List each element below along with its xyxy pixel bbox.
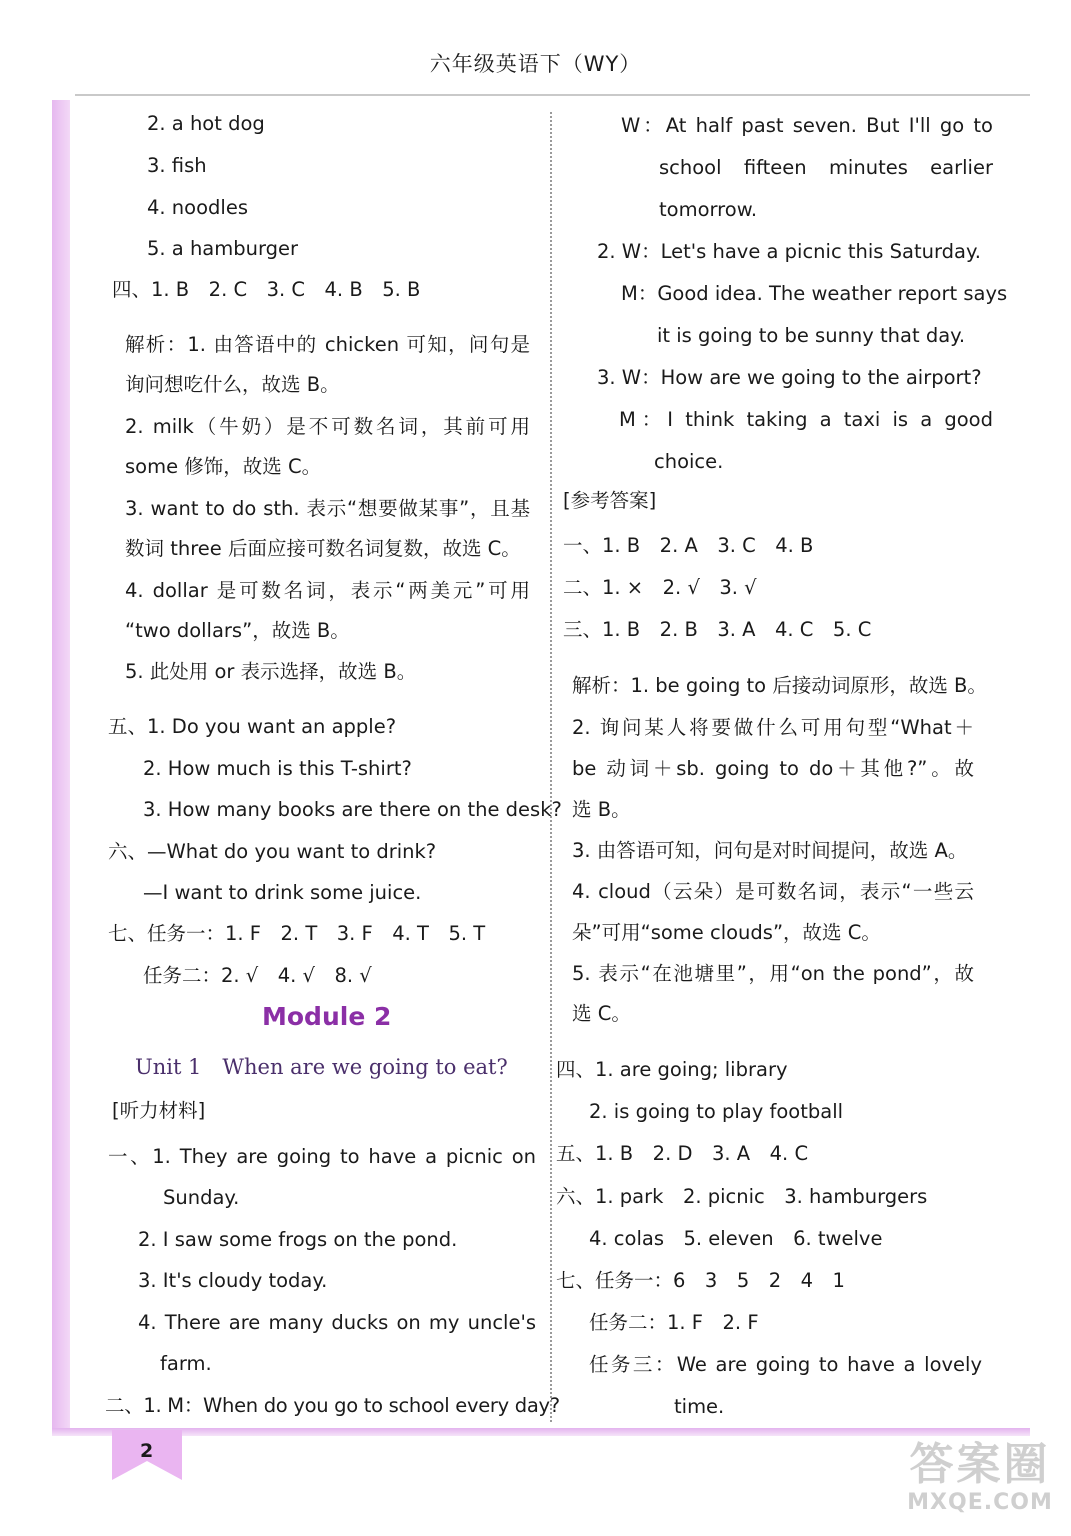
header-rule: [75, 94, 1030, 96]
text-line: 5. 此处用 or 表示选择，故选 B。: [125, 660, 417, 683]
text-line: 解析：1. 由答语中的 chicken 可知，问句是: [125, 333, 530, 356]
unit-heading: Unit 1 When are we going to eat?: [135, 1055, 508, 1079]
site-watermark: [895, 1440, 1065, 1532]
text-line: 一、1. They are going to have a picnic on: [108, 1145, 536, 1168]
text-line: time.: [674, 1395, 725, 1418]
text-line: 3. W：How are we going to the airport?: [597, 366, 982, 389]
bottom-rule: [52, 1428, 1030, 1436]
text-line: W：At half past seven. But I'll go to: [621, 114, 993, 137]
text-line: 任务二：2. √ 4. √ 8. √: [143, 964, 372, 987]
text-line: 3. It's cloudy today.: [138, 1269, 328, 1292]
text-line: 解析：1. be going to 后接动词原形，故选 B。: [572, 674, 987, 697]
text-line: 4. dollar 是可数名词，表示“两美元”可用: [125, 579, 530, 602]
watermark-logo-text: 答案圈: [909, 1439, 1051, 1490]
text-line: tomorrow.: [659, 198, 758, 221]
text-line: 四、1. B 2. C 3. C 4. B 5. B: [112, 278, 421, 301]
text-line: 七、任务一：6 3 5 2 4 1: [556, 1269, 845, 1292]
text-line: 3. 由答语可知，问句是对时间提问，故选 A。: [572, 839, 968, 862]
text-line: 三、1. B 2. B 3. A 4. C 5. C: [563, 618, 872, 641]
left-margin-bar: [52, 100, 70, 1430]
text-line: 2. W：Let's have a picnic this Saturday.: [597, 240, 981, 263]
text-line: 2. milk（牛奶）是不可数名词，其前可用: [125, 415, 530, 438]
text-line: 4. colas 5. eleven 6. twelve: [589, 1227, 883, 1250]
text-line: 2. How much is this T-shirt?: [143, 757, 412, 780]
module-heading: Module 2: [262, 1002, 392, 1031]
text-line: be 动词＋sb. going to do＋其他?”。故: [572, 757, 974, 780]
text-line: 2. a hot dog: [147, 112, 265, 135]
text-line: 3. fish: [147, 154, 207, 177]
text-line: school fifteen minutes earlier: [659, 156, 993, 179]
text-line: 选 C。: [572, 1002, 631, 1025]
page-header-title: 六年级英语下（WY）: [429, 52, 642, 76]
text-line: 五、1. Do you want an apple?: [108, 715, 397, 738]
text-line: Sunday.: [163, 1186, 240, 1209]
text-line: 选 B。: [572, 798, 631, 821]
text-line: 2. is going to play football: [589, 1100, 844, 1123]
text-line: “two dollars”，故选 B。: [125, 619, 350, 642]
text-line: 2. I saw some frogs on the pond.: [138, 1228, 458, 1251]
text-line: 五、1. B 2. D 3. A 4. C: [556, 1142, 809, 1165]
text-line: 朵”可用“some clouds”，故选 C。: [572, 921, 881, 944]
text-line: choice.: [654, 450, 724, 473]
text-line: 任务三：We are going to have a lovely: [589, 1353, 982, 1376]
text-line: 六、—What do you want to drink?: [108, 840, 437, 863]
text-line: 任务二：1. F 2. F: [589, 1311, 759, 1334]
text-line: 数词 three 后面应接可数名词复数，故选 C。: [125, 537, 521, 560]
text-line: 5. 表示“在池塘里”，用“on the pond”，故: [572, 962, 974, 985]
text-line: 六、1. park 2. picnic 3. hamburgers: [556, 1185, 928, 1208]
text-line: 二、1. M：When do you go to school every day?: [105, 1394, 560, 1417]
text-line: M：I think taking a taxi is a good: [619, 408, 993, 431]
column-divider: [550, 112, 552, 1422]
section-label: [参考答案]: [563, 489, 657, 512]
text-line: farm.: [160, 1352, 212, 1375]
text-line: some 修饰，故选 C。: [125, 455, 322, 478]
text-line: 询问想吃什么，故选 B。: [125, 373, 340, 396]
section-label: [听力材料]: [112, 1099, 206, 1122]
page-number: 2: [140, 1440, 154, 1462]
watermark-url: MXQE.COM: [907, 1490, 1053, 1515]
text-line: 四、1. are going; library: [556, 1058, 788, 1081]
text-line: 4. cloud（云朵）是可数名词，表示“一些云: [572, 880, 974, 903]
text-line: it is going to be sunny that day.: [657, 324, 966, 347]
text-line: 七、任务一：1. F 2. T 3. F 4. T 5. T: [108, 922, 486, 945]
text-line: M：Good idea. The weather report says: [621, 282, 1008, 305]
text-line: 2. 询问某人将要做什么可用句型“What＋: [572, 716, 974, 739]
text-line: —I want to drink some juice.: [143, 881, 422, 904]
text-line: 3. How many books are there on the desk?: [143, 798, 562, 821]
text-line: 3. want to do sth. 表示“想要做某事”，且基: [125, 497, 530, 520]
text-line: 4. noodles: [147, 196, 248, 219]
text-line: 4. There are many ducks on my uncle's: [138, 1311, 536, 1334]
text-line: 5. a hamburger: [147, 237, 299, 260]
text-line: 二、1. × 2. √ 3. √: [563, 576, 757, 599]
text-line: 一、1. B 2. A 3. C 4. B: [563, 534, 814, 557]
